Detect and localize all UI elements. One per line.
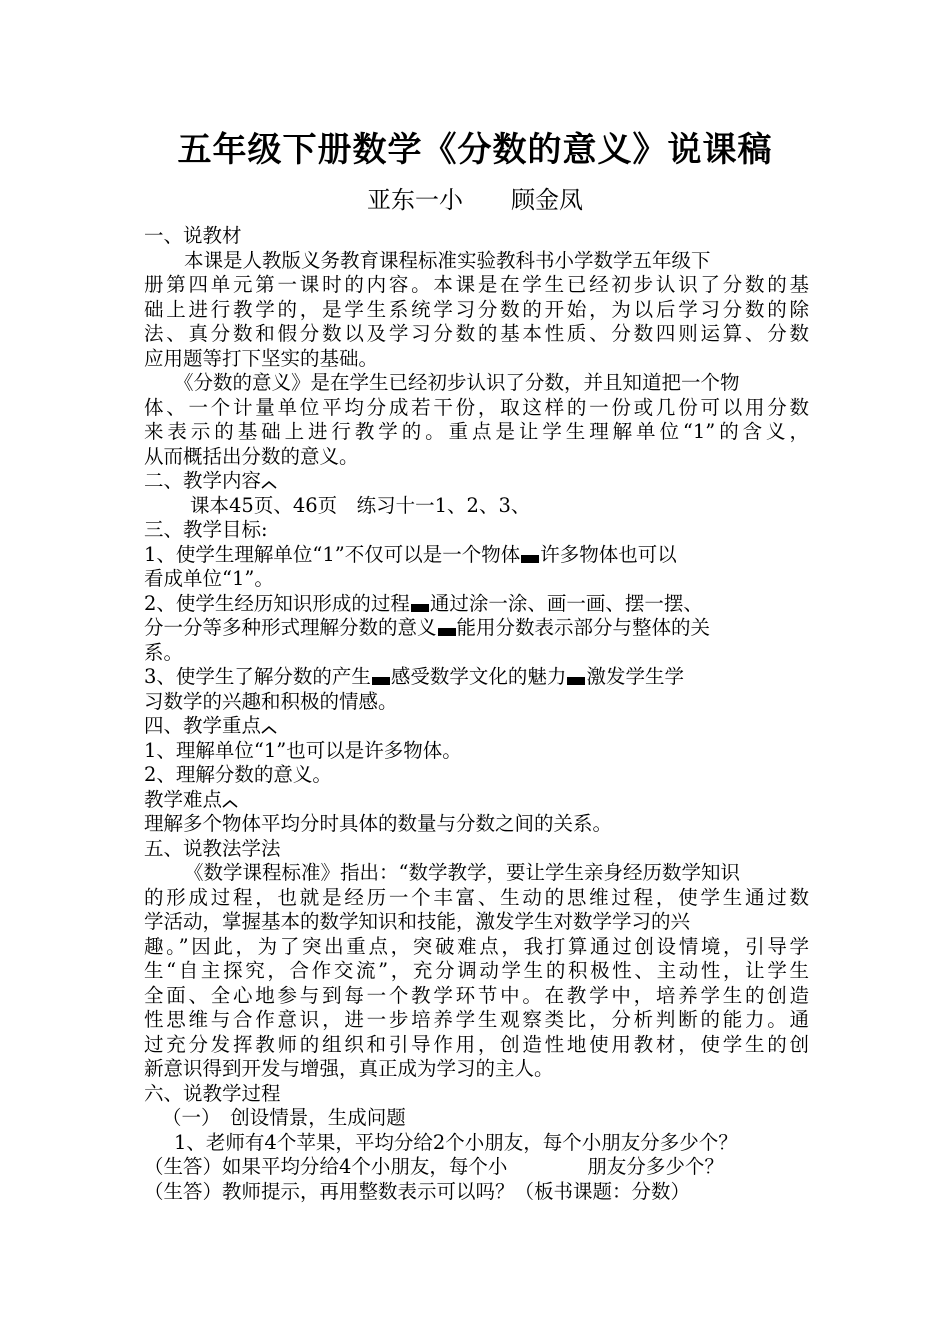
- document-body: [144, 224, 809, 1204]
- paragraph-line: 新意识得到开发与增强，真正成为学习的主人。: [144, 1057, 554, 1080]
- paragraph-line: 本课是人教版义务教育课程标准实验教科书小学数学五年级下: [184, 248, 711, 272]
- goal-text: 能用分数表示部分与整体的关: [456, 616, 711, 639]
- process-line: （生答）教师提示，再用整数表示可以吗？（板书课题：分数）: [144, 1179, 691, 1203]
- section-heading-text: 四、教学重点: [144, 714, 262, 737]
- document-title: 五年级下册数学《分数的意义》说课稿: [177, 130, 773, 170]
- paragraph-line: 生“自主探究，合作交流”，充分调动学生的积极性、主动性，让学生: [144, 959, 809, 982]
- key-point-line: 2、理解分数的意义。: [144, 763, 332, 786]
- paragraph-line: 课本45页、46页 练习十一1、2、3、: [190, 493, 531, 517]
- section-heading-3: 三、教学目标:: [144, 518, 268, 541]
- placeholder-mark-icon: [521, 555, 539, 563]
- placeholder-mark-icon: [411, 604, 429, 612]
- paragraph-line: 《数学课程标准》指出：“数学教学，要让学生亲身经历数学知识: [184, 861, 740, 884]
- goal-text: 感受数学文化的魅力: [390, 665, 567, 688]
- paragraph-line: 趣。”因此，为了突出重点，突破难点，我打算通过创设情境，引导学: [144, 934, 809, 958]
- author-name: 顾金凤: [511, 186, 583, 214]
- goal-line: [144, 592, 809, 617]
- paragraph-line: 的形成过程，也就是经历一个丰富、生动的思维过程，使学生通过数: [144, 885, 809, 909]
- section-heading-1: 一、说教材: [144, 224, 242, 247]
- paragraph-line: 来表示的基础上进行教学的。重点是让学生理解单位“1”的含义，: [144, 420, 809, 443]
- goal-line: 看成单位“1”。: [144, 567, 274, 590]
- caret-mark-icon: [261, 479, 277, 489]
- section-heading-4: [144, 714, 809, 739]
- process-line: 1、老师有4个苹果，平均分给2个小朋友，每个小朋友分多少个？: [174, 1130, 738, 1154]
- difficulty-line: 理解多个物体平均分时具体的数量与分数之间的关系。: [144, 812, 613, 835]
- process-line: [144, 1155, 809, 1180]
- paragraph-line: 应用题等打下坚实的基础。: [144, 346, 379, 370]
- goal-line: [144, 543, 809, 568]
- section-heading-5: 五、说教法学法: [144, 836, 281, 860]
- paragraph-line: 体、一个计量单位平均分成若干份，取这样的一份或几份可以用分数: [144, 395, 809, 419]
- goal-text: 1、使学生理解单位“1”不仅可以是一个物体: [144, 542, 521, 566]
- process-text: （生答）如果平均分给4个小朋友，每个小: [144, 1155, 508, 1178]
- caret-mark-icon: [222, 798, 238, 808]
- paragraph-line: 法、真分数和假分数以及学习分数的基本性质、分数四则运算、分数: [144, 322, 809, 345]
- difficulty-heading: [144, 788, 809, 813]
- goal-text: 通过涂一涂、画一画、摆一摆、: [429, 591, 703, 615]
- paragraph-line: 过充分发挥教师的组织和引导作用，创造性地使用教材，使学生的创: [144, 1032, 809, 1056]
- goal-line: [144, 616, 809, 641]
- goal-text: 2、使学生经历知识形成的过程: [144, 591, 410, 615]
- subsection-heading: （一） 创设情景，生成问题: [162, 1106, 406, 1129]
- process-text: 朋友分多少个？: [587, 1155, 724, 1178]
- goal-text: 许多物体也可以: [540, 542, 677, 566]
- author-school: 亚东一小: [367, 186, 463, 214]
- goal-line: [144, 665, 809, 690]
- goal-line: 习数学的兴趣和积极的情感。: [144, 689, 398, 713]
- goal-text: 分一分等多种形式理解分数的意义: [144, 616, 437, 639]
- goal-text: 3、使学生了解分数的产生: [144, 665, 371, 688]
- caret-mark-icon: [261, 724, 277, 734]
- placeholder-mark-icon: [372, 677, 390, 685]
- paragraph-line: 《分数的意义》是在学生已经初步认识了分数，并且知道把一个物: [174, 371, 740, 394]
- author-line: [0, 184, 950, 216]
- difficulty-heading-text: 教学难点: [144, 787, 223, 811]
- paragraph-line: 全面、全心地参与到每一个教学环节中。在教学中，培养学生的创造: [144, 983, 809, 1007]
- section-heading-text: 二、教学内容: [144, 469, 262, 492]
- paragraph-line: 册第四单元第一课时的内容。本课是在学生已经初步认识了分数的基: [144, 273, 809, 296]
- goal-text: 激发学生学: [586, 665, 684, 688]
- placeholder-mark-icon: [438, 628, 456, 636]
- placeholder-mark-icon: [567, 677, 585, 685]
- paragraph-line: 性思维与合作意识，进一步培养学生观察类比，分析判断的能力。通: [144, 1008, 809, 1031]
- goal-line: 系。: [144, 640, 184, 664]
- section-heading-6: 六、说教学过程: [144, 1081, 281, 1105]
- paragraph-line: 础上进行教学的，是学生系统学习分数的开始，为以后学习分数的除: [144, 297, 809, 321]
- paragraph-line: 从而概括出分数的意义。: [144, 444, 359, 468]
- section-heading-2: [144, 469, 809, 494]
- key-point-line: 1、理解单位“1”也可以是许多物体。: [144, 738, 462, 762]
- paragraph-line: 学活动，掌握基本的数学知识和技能，激发学生对数学学习的兴: [144, 910, 691, 933]
